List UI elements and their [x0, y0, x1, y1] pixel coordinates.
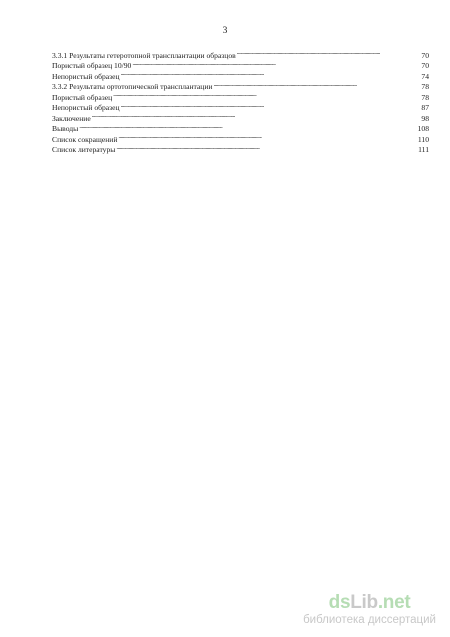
- watermark: [303, 593, 436, 627]
- toc-entry-page: 78: [421, 82, 429, 91]
- toc-leader-dots: [118, 131, 417, 142]
- toc-leader-dots: [116, 142, 417, 153]
- toc-entry-page: 108: [417, 124, 429, 133]
- toc-entry-label: Список сокращений: [52, 134, 118, 144]
- toc-entry-label: Заключение: [52, 113, 91, 123]
- toc-entry-label: Непористый образец: [52, 71, 120, 81]
- toc-entry-page: 70: [421, 61, 429, 70]
- toc-entry-page: 98: [421, 113, 429, 123]
- toc-leader-dots: [79, 121, 416, 132]
- toc-entry-page: 110: [417, 134, 429, 144]
- watermark-logo-ds: ds: [328, 592, 351, 613]
- toc-leader-dots: [92, 110, 421, 121]
- toc-entry-label: Пористый образец: [52, 92, 113, 102]
- toc-entry-label: Пористый образец 10/90: [52, 61, 132, 70]
- toc-entry-label: Список литературы: [52, 145, 116, 154]
- toc-leader-dots: [237, 47, 421, 58]
- page-number: 3: [222, 26, 228, 36]
- toc-entry-page: 74: [421, 71, 429, 81]
- watermark-subtitle: библиотека диссертаций: [303, 614, 436, 626]
- toc-leader-dots: [113, 89, 420, 100]
- toc-entry-page: 70: [421, 50, 429, 60]
- toc-entry[interactable]: [52, 121, 429, 132]
- toc-entry[interactable]: [52, 131, 429, 142]
- toc-entry-label: 3.3.2 Результаты ортотопической трансплантации: [52, 82, 213, 91]
- toc-entry[interactable]: [52, 47, 429, 58]
- toc-leader-dots: [132, 58, 420, 69]
- toc-entry-label: Выводы: [52, 124, 79, 133]
- toc-entry-label: 3.3.1 Результаты гетеротопной трансплантации образцов: [52, 50, 236, 60]
- table-of-contents: [52, 47, 429, 152]
- watermark-logo-net: .net: [377, 592, 411, 613]
- toc-leader-dots: [121, 100, 421, 111]
- toc-entry-page: 78: [421, 92, 429, 102]
- watermark-logo: [303, 593, 436, 613]
- watermark-logo-lib: Lib: [350, 592, 378, 613]
- toc-entry[interactable]: [52, 110, 429, 121]
- toc-entry-label: Непористый образец: [52, 103, 120, 112]
- toc-entry-page: 111: [418, 145, 429, 154]
- toc-entry-page: 87: [421, 103, 429, 112]
- toc-leader-dots: [213, 79, 420, 90]
- toc-leader-dots: [121, 68, 421, 79]
